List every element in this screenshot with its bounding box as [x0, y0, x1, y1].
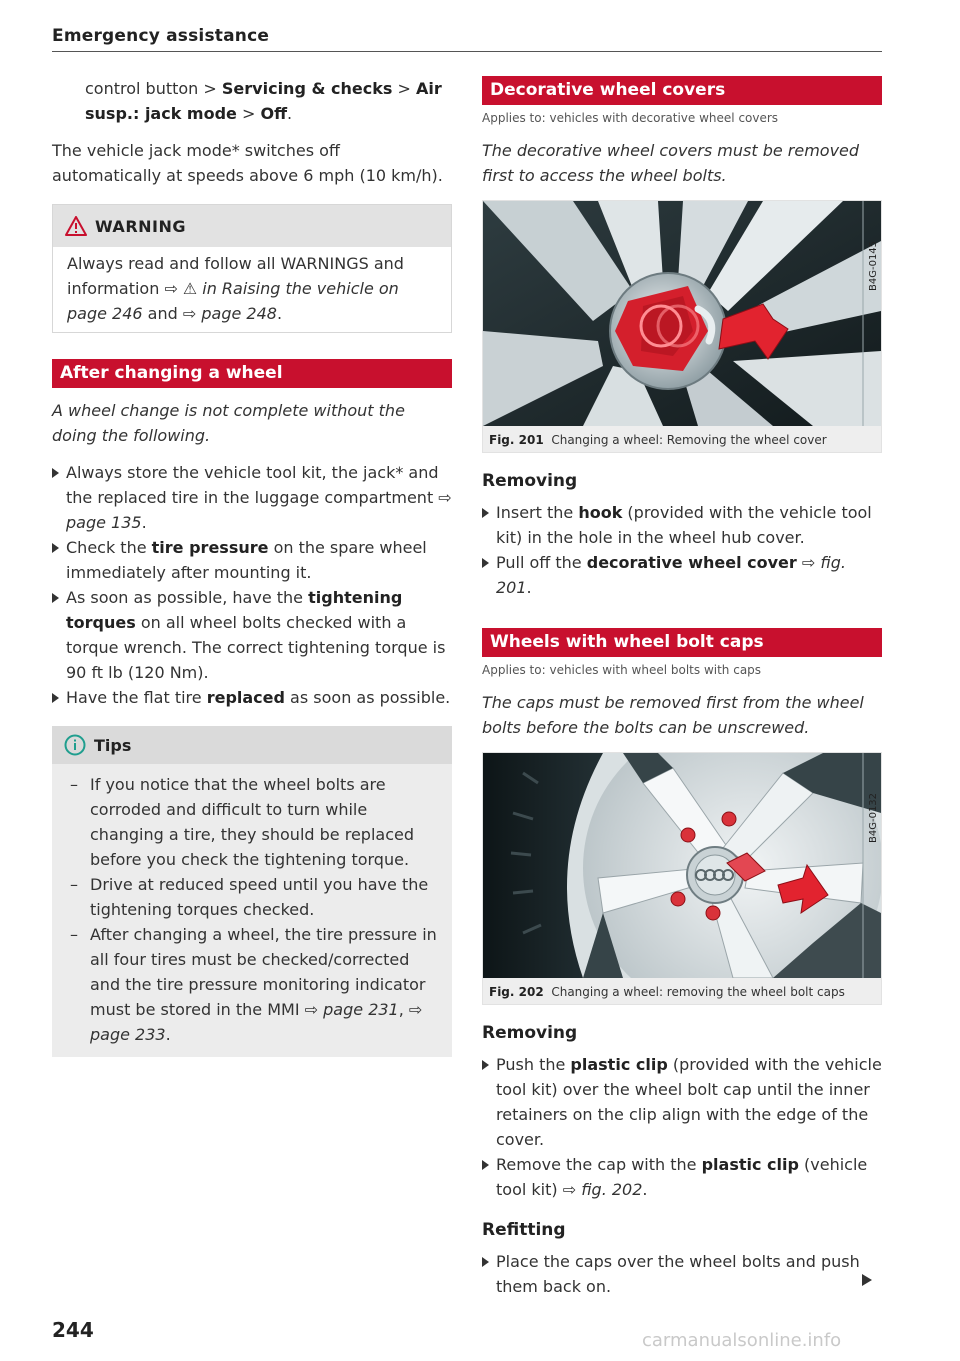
list-item	[482, 1152, 882, 1202]
watermark: carmanualsonline.info	[642, 1330, 842, 1351]
text: .	[276, 304, 283, 323]
section-title-bolt-caps: Wheels with wheel bolt caps	[482, 628, 882, 657]
dash-marker: –	[70, 775, 78, 794]
bullet-arrow-icon	[482, 558, 489, 568]
info-icon	[64, 734, 86, 756]
figure-link-201[interactable]: ⇨ fig. 201	[496, 553, 846, 597]
wheel-cover-illustration	[483, 201, 881, 426]
text: (provided with the vehicle tool kit) in the hole in the wheel hub cover.	[496, 503, 872, 547]
bold-term: plastic clip	[701, 1155, 799, 1174]
warning-body	[53, 247, 451, 332]
tips-box	[52, 726, 452, 1057]
text: as soon as possible.	[284, 688, 451, 707]
dash-marker: –	[70, 925, 78, 944]
menu-item-air-susp: Air susp.: jack mode	[85, 79, 442, 123]
subheading-removing-caps: Removing	[482, 1023, 578, 1043]
text: .	[526, 578, 532, 597]
intro-jack-mode-paragraph: The vehicle jack mode* switches off automatically at speeds above 6 mph (10 km/h).	[52, 141, 443, 185]
page-link-233[interactable]: ⇨ page 233	[90, 1000, 423, 1044]
list-item	[62, 872, 442, 922]
after-lead: A wheel change is not complete without the doing the following.	[52, 401, 405, 445]
figure-link-202[interactable]: ⇨ fig. 202	[562, 1180, 643, 1199]
warning-triangle-icon	[65, 216, 87, 236]
caps-lead: The caps must be removed first from the wheel bolts before the bolts can be unscrewed.	[482, 693, 864, 737]
figure-number: Fig. 202	[489, 985, 544, 999]
text: control button >	[85, 79, 222, 98]
text: (vehicle tool kit)	[496, 1155, 868, 1199]
subheading-refitting: Refitting	[482, 1220, 566, 1240]
menu-item-servicing: Servicing & checks	[221, 79, 393, 98]
page-link-248[interactable]: ⇨ page 248	[182, 304, 277, 323]
bullet-arrow-icon	[482, 1257, 489, 1267]
running-header: Emergency assistance	[52, 26, 270, 46]
bold-term: replaced	[206, 688, 285, 707]
caps-remove-steps	[482, 1052, 882, 1202]
text: Always read and follow all WARNINGS and information	[67, 254, 404, 298]
bold-term: tire pressure	[151, 538, 269, 557]
text: on the spare wheel immediately after mounting it.	[66, 538, 427, 582]
list-item	[482, 500, 882, 550]
page-link-231[interactable]: ⇨ page 231	[304, 1000, 399, 1019]
figure-code: B4G-0132	[868, 792, 879, 843]
page-number: 244	[52, 1318, 94, 1342]
text: Drive at reduced speed until you have the tightening torques checked.	[90, 875, 429, 919]
figure-code: B4G-0145	[868, 240, 879, 291]
bullet-arrow-icon	[52, 593, 59, 603]
left-column	[52, 76, 452, 1057]
text: Remove the cap with the	[496, 1155, 702, 1174]
list-item	[52, 535, 452, 585]
covers-steps	[482, 500, 882, 600]
bold-term: hook	[578, 503, 623, 522]
tips-body	[52, 764, 452, 1057]
warning-header	[53, 205, 451, 247]
warning-title: WARNING	[95, 216, 186, 236]
list-item	[482, 550, 882, 600]
text: Insert the	[496, 503, 579, 522]
text: (provided with the vehicle tool kit) over the wheel bolt cap until the inner retainers on the clip align with the edge of the cover.	[496, 1055, 882, 1149]
text: Always store the vehicle tool kit, the jack* and the replaced tire in the luggage compartment	[66, 463, 439, 507]
bold-term: plastic clip	[570, 1055, 668, 1074]
list-item	[62, 772, 442, 872]
bold-term: decorative wheel cover	[586, 553, 797, 572]
text: If you notice that the wheel bolts are corroded and difficult to turn while changing a tire, they should be replaced before you check the tightening torque.	[90, 775, 414, 869]
list-item	[62, 922, 442, 1047]
bullet-arrow-icon	[482, 1160, 489, 1170]
figure-caption	[483, 426, 881, 450]
text: Have the flat tire	[66, 688, 207, 707]
intro-menu-path	[52, 76, 452, 126]
caps-refit-steps	[482, 1249, 882, 1299]
list-item	[482, 1052, 882, 1152]
subheading-removing-covers: Removing	[482, 471, 578, 491]
figure-number: Fig. 201	[489, 433, 544, 447]
list-item	[52, 685, 452, 710]
list-item	[52, 585, 452, 685]
page-link-246[interactable]: ⇨ ⚠ in Raising the vehicle on page 246	[67, 279, 399, 323]
caption-text: Changing a wheel: Removing the wheel cover	[551, 433, 827, 447]
section-title-after-changing: After changing a wheel	[52, 359, 452, 388]
text: Check the	[66, 538, 152, 557]
text: Place the caps over the wheel bolts and push them back on.	[496, 1252, 860, 1296]
bullet-arrow-icon	[482, 1060, 489, 1070]
wheel-bolt-caps-illustration	[483, 753, 881, 978]
warning-box	[52, 204, 452, 333]
text: on all wheel bolts checked with a torque wrench. The correct tightening torque is 90 ft lb (120 Nm).	[66, 613, 446, 682]
bullet-arrow-icon	[52, 543, 59, 553]
section-title-decorative-covers: Decorative wheel covers	[482, 76, 882, 105]
text: >	[392, 79, 416, 98]
header-rule	[52, 51, 882, 52]
text: Pull off the	[496, 553, 587, 572]
bullet-arrow-icon	[52, 468, 59, 478]
text: Push the	[496, 1055, 571, 1074]
after-steps	[52, 460, 452, 710]
list-item	[482, 1249, 882, 1299]
tips-header	[52, 726, 452, 764]
list-item	[52, 460, 452, 535]
text: As soon as possible, have the	[66, 588, 309, 607]
figure-201	[482, 200, 882, 453]
page-link-135[interactable]: ⇨ page 135	[66, 488, 452, 532]
caption-text: Changing a wheel: removing the wheel bolt caps	[551, 985, 845, 999]
right-column	[482, 76, 882, 1299]
text: ,	[398, 1000, 409, 1019]
applies-to-covers: Applies to: vehicles with decorative wheel covers	[482, 111, 779, 125]
text: .	[141, 513, 147, 532]
dash-marker: –	[70, 875, 78, 894]
applies-to-caps: Applies to: vehicles with wheel bolts with caps	[482, 663, 762, 677]
bold-term: tightening torques	[66, 588, 403, 632]
warning-text	[67, 251, 439, 326]
menu-item-off: Off	[260, 104, 288, 123]
figure-202	[482, 752, 882, 1005]
covers-lead: The decorative wheel covers must be removed first to access the wheel bolts.	[482, 141, 860, 185]
bullet-arrow-icon	[482, 508, 489, 518]
text: .	[642, 1180, 648, 1199]
text: and	[142, 304, 183, 323]
figure-caption	[483, 978, 881, 1002]
tips-list	[62, 772, 442, 1047]
text: .	[165, 1025, 171, 1044]
continue-arrow-icon	[862, 1274, 872, 1286]
text: After changing a wheel, the tire pressure in all four tires must be checked/corrected and the tire pressure monitoring indicator must be stored in the MMI	[90, 925, 437, 1019]
text: >	[236, 104, 261, 123]
bullet-arrow-icon	[52, 693, 59, 703]
tips-title: Tips	[94, 735, 132, 755]
text: .	[287, 104, 293, 123]
